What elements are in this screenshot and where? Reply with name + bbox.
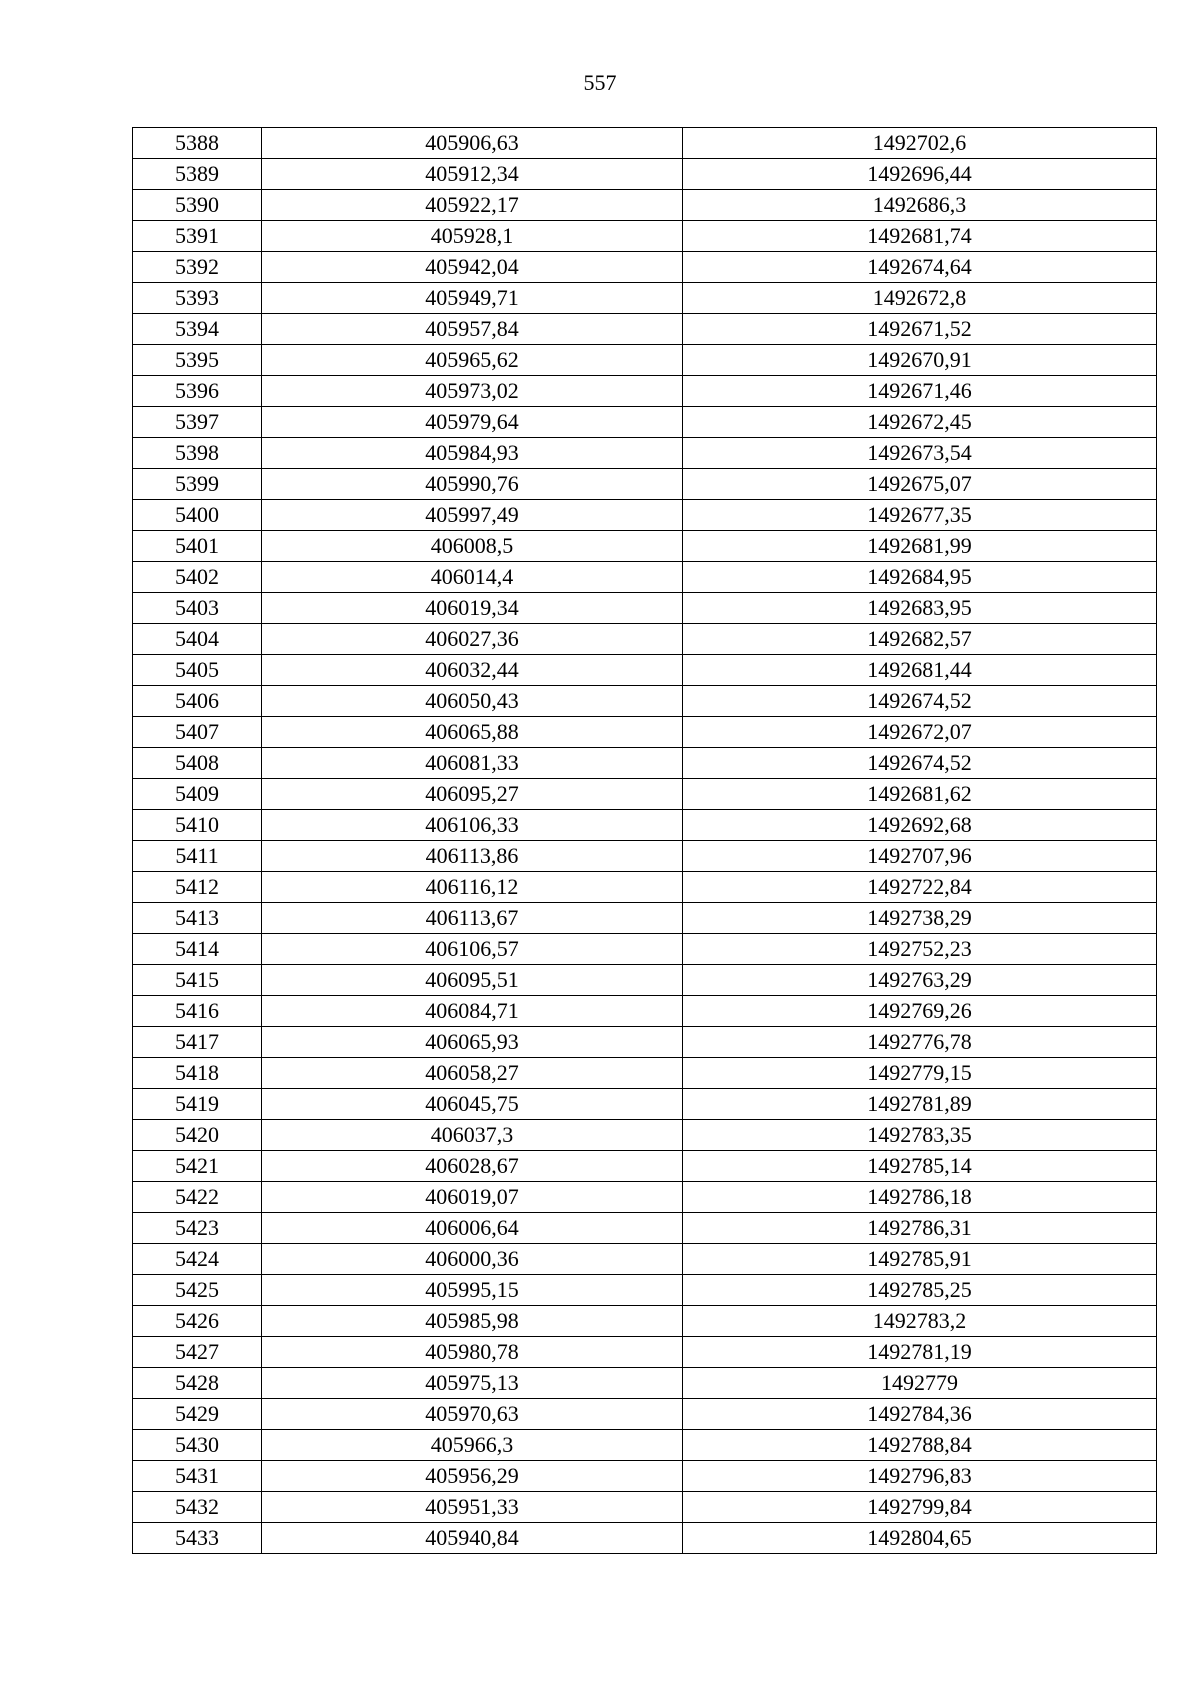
y-coordinate-cell: 1492673,54 (683, 438, 1157, 469)
point-number-cell: 5422 (133, 1182, 262, 1213)
x-coordinate-cell: 406008,5 (262, 531, 683, 562)
table-row (133, 469, 1157, 500)
table-row (133, 1337, 1157, 1368)
x-coordinate-cell: 406032,44 (262, 655, 683, 686)
y-coordinate-cell: 1492785,14 (683, 1151, 1157, 1182)
y-coordinate-cell: 1492682,57 (683, 624, 1157, 655)
table-row (133, 190, 1157, 221)
point-number-cell: 5389 (133, 159, 262, 190)
table-row (133, 1027, 1157, 1058)
table-row (133, 252, 1157, 283)
table-row (133, 810, 1157, 841)
x-coordinate-cell: 406106,57 (262, 934, 683, 965)
y-coordinate-cell: 1492681,44 (683, 655, 1157, 686)
y-coordinate-cell: 1492692,68 (683, 810, 1157, 841)
table-row (133, 593, 1157, 624)
x-coordinate-cell: 405966,3 (262, 1430, 683, 1461)
point-number-cell: 5423 (133, 1213, 262, 1244)
y-coordinate-cell: 1492671,52 (683, 314, 1157, 345)
point-number-cell: 5414 (133, 934, 262, 965)
table-row (133, 438, 1157, 469)
x-coordinate-cell: 405942,04 (262, 252, 683, 283)
point-number-cell: 5410 (133, 810, 262, 841)
x-coordinate-cell: 405997,49 (262, 500, 683, 531)
table-row (133, 1492, 1157, 1523)
x-coordinate-cell: 405985,98 (262, 1306, 683, 1337)
point-number-cell: 5391 (133, 221, 262, 252)
x-coordinate-cell: 406006,64 (262, 1213, 683, 1244)
x-coordinate-cell: 406028,67 (262, 1151, 683, 1182)
y-coordinate-cell: 1492783,2 (683, 1306, 1157, 1337)
point-number-cell: 5421 (133, 1151, 262, 1182)
x-coordinate-cell: 405912,34 (262, 159, 683, 190)
y-coordinate-cell: 1492672,07 (683, 717, 1157, 748)
table-row (133, 655, 1157, 686)
point-number-cell: 5398 (133, 438, 262, 469)
x-coordinate-cell: 406095,27 (262, 779, 683, 810)
point-number-cell: 5419 (133, 1089, 262, 1120)
point-number-cell: 5407 (133, 717, 262, 748)
point-number-cell: 5430 (133, 1430, 262, 1461)
table-row (133, 624, 1157, 655)
table-row (133, 562, 1157, 593)
x-coordinate-cell: 405973,02 (262, 376, 683, 407)
y-coordinate-cell: 1492722,84 (683, 872, 1157, 903)
table-row (133, 965, 1157, 996)
y-coordinate-cell: 1492681,74 (683, 221, 1157, 252)
point-number-cell: 5427 (133, 1337, 262, 1368)
table-row (133, 407, 1157, 438)
x-coordinate-cell: 405957,84 (262, 314, 683, 345)
point-number-cell: 5420 (133, 1120, 262, 1151)
table-row (133, 128, 1157, 159)
table-row (133, 345, 1157, 376)
y-coordinate-cell: 1492788,84 (683, 1430, 1157, 1461)
point-number-cell: 5394 (133, 314, 262, 345)
x-coordinate-cell: 406037,3 (262, 1120, 683, 1151)
table-row (133, 686, 1157, 717)
y-coordinate-cell: 1492696,44 (683, 159, 1157, 190)
x-coordinate-cell: 405951,33 (262, 1492, 683, 1523)
table-row (133, 500, 1157, 531)
x-coordinate-cell: 405984,93 (262, 438, 683, 469)
y-coordinate-cell: 1492784,36 (683, 1399, 1157, 1430)
table-row (133, 221, 1157, 252)
y-coordinate-cell: 1492785,25 (683, 1275, 1157, 1306)
y-coordinate-cell: 1492670,91 (683, 345, 1157, 376)
table-row (133, 872, 1157, 903)
x-coordinate-cell: 405956,29 (262, 1461, 683, 1492)
table-row (133, 314, 1157, 345)
x-coordinate-cell: 406081,33 (262, 748, 683, 779)
x-coordinate-cell: 406065,93 (262, 1027, 683, 1058)
y-coordinate-cell: 1492781,89 (683, 1089, 1157, 1120)
point-number-cell: 5406 (133, 686, 262, 717)
x-coordinate-cell: 406058,27 (262, 1058, 683, 1089)
point-number-cell: 5408 (133, 748, 262, 779)
point-number-cell: 5388 (133, 128, 262, 159)
y-coordinate-cell: 1492672,45 (683, 407, 1157, 438)
point-number-cell: 5400 (133, 500, 262, 531)
table-row (133, 1182, 1157, 1213)
y-coordinate-cell: 1492785,91 (683, 1244, 1157, 1275)
table-row (133, 1213, 1157, 1244)
point-number-cell: 5431 (133, 1461, 262, 1492)
y-coordinate-cell: 1492707,96 (683, 841, 1157, 872)
table-row (133, 1523, 1157, 1554)
point-number-cell: 5418 (133, 1058, 262, 1089)
x-coordinate-cell: 406019,34 (262, 593, 683, 624)
y-coordinate-cell: 1492779,15 (683, 1058, 1157, 1089)
point-number-cell: 5426 (133, 1306, 262, 1337)
x-coordinate-cell: 406065,88 (262, 717, 683, 748)
y-coordinate-cell: 1492674,52 (683, 686, 1157, 717)
x-coordinate-cell: 406095,51 (262, 965, 683, 996)
point-number-cell: 5412 (133, 872, 262, 903)
table-row (133, 531, 1157, 562)
x-coordinate-cell: 405922,17 (262, 190, 683, 221)
point-number-cell: 5411 (133, 841, 262, 872)
y-coordinate-cell: 1492781,19 (683, 1337, 1157, 1368)
table-row (133, 1089, 1157, 1120)
x-coordinate-cell: 405940,84 (262, 1523, 683, 1554)
table-row (133, 1058, 1157, 1089)
point-number-cell: 5429 (133, 1399, 262, 1430)
x-coordinate-cell: 406113,67 (262, 903, 683, 934)
y-coordinate-cell: 1492783,35 (683, 1120, 1157, 1151)
table-row (133, 1120, 1157, 1151)
y-coordinate-cell: 1492804,65 (683, 1523, 1157, 1554)
table-row (133, 996, 1157, 1027)
table-row (133, 903, 1157, 934)
x-coordinate-cell: 406050,43 (262, 686, 683, 717)
y-coordinate-cell: 1492763,29 (683, 965, 1157, 996)
point-number-cell: 5416 (133, 996, 262, 1027)
x-coordinate-cell: 405975,13 (262, 1368, 683, 1399)
y-coordinate-cell: 1492786,18 (683, 1182, 1157, 1213)
y-coordinate-cell: 1492671,46 (683, 376, 1157, 407)
y-coordinate-cell: 1492674,64 (683, 252, 1157, 283)
y-coordinate-cell: 1492675,07 (683, 469, 1157, 500)
table-row (133, 1275, 1157, 1306)
table-row (133, 1430, 1157, 1461)
table-row (133, 779, 1157, 810)
table-row (133, 1151, 1157, 1182)
x-coordinate-cell: 405990,76 (262, 469, 683, 500)
point-number-cell: 5393 (133, 283, 262, 314)
y-coordinate-cell: 1492702,6 (683, 128, 1157, 159)
table-row (133, 934, 1157, 965)
table-row (133, 1306, 1157, 1337)
point-number-cell: 5403 (133, 593, 262, 624)
point-number-cell: 5433 (133, 1523, 262, 1554)
y-coordinate-cell: 1492752,23 (683, 934, 1157, 965)
point-number-cell: 5404 (133, 624, 262, 655)
x-coordinate-cell: 406019,07 (262, 1182, 683, 1213)
table-row (133, 717, 1157, 748)
x-coordinate-cell: 406084,71 (262, 996, 683, 1027)
point-number-cell: 5402 (133, 562, 262, 593)
point-number-cell: 5396 (133, 376, 262, 407)
table-row (133, 1461, 1157, 1492)
x-coordinate-cell: 406000,36 (262, 1244, 683, 1275)
y-coordinate-cell: 1492799,84 (683, 1492, 1157, 1523)
y-coordinate-cell: 1492672,8 (683, 283, 1157, 314)
table-row (133, 1368, 1157, 1399)
page-number: 557 (583, 70, 617, 95)
y-coordinate-cell: 1492796,83 (683, 1461, 1157, 1492)
x-coordinate-cell: 406027,36 (262, 624, 683, 655)
y-coordinate-cell: 1492769,26 (683, 996, 1157, 1027)
y-coordinate-cell: 1492779 (683, 1368, 1157, 1399)
point-number-cell: 5432 (133, 1492, 262, 1523)
x-coordinate-cell: 405970,63 (262, 1399, 683, 1430)
y-coordinate-cell: 1492683,95 (683, 593, 1157, 624)
table-row (133, 841, 1157, 872)
x-coordinate-cell: 405949,71 (262, 283, 683, 314)
point-number-cell: 5390 (133, 190, 262, 221)
y-coordinate-cell: 1492674,52 (683, 748, 1157, 779)
point-number-cell: 5425 (133, 1275, 262, 1306)
point-number-cell: 5401 (133, 531, 262, 562)
x-coordinate-cell: 406113,86 (262, 841, 683, 872)
x-coordinate-cell: 405980,78 (262, 1337, 683, 1368)
point-number-cell: 5392 (133, 252, 262, 283)
x-coordinate-cell: 406014,4 (262, 562, 683, 593)
coordinates-table (132, 127, 1157, 1554)
y-coordinate-cell: 1492681,62 (683, 779, 1157, 810)
x-coordinate-cell: 405906,63 (262, 128, 683, 159)
y-coordinate-cell: 1492677,35 (683, 500, 1157, 531)
x-coordinate-cell: 405965,62 (262, 345, 683, 376)
coordinates-table-body (133, 128, 1157, 1554)
point-number-cell: 5395 (133, 345, 262, 376)
point-number-cell: 5415 (133, 965, 262, 996)
point-number-cell: 5399 (133, 469, 262, 500)
table-row (133, 1399, 1157, 1430)
point-number-cell: 5417 (133, 1027, 262, 1058)
y-coordinate-cell: 1492786,31 (683, 1213, 1157, 1244)
point-number-cell: 5428 (133, 1368, 262, 1399)
x-coordinate-cell: 405979,64 (262, 407, 683, 438)
x-coordinate-cell: 405928,1 (262, 221, 683, 252)
table-row (133, 748, 1157, 779)
table-row (133, 159, 1157, 190)
x-coordinate-cell: 405995,15 (262, 1275, 683, 1306)
x-coordinate-cell: 406045,75 (262, 1089, 683, 1120)
point-number-cell: 5424 (133, 1244, 262, 1275)
y-coordinate-cell: 1492684,95 (683, 562, 1157, 593)
point-number-cell: 5413 (133, 903, 262, 934)
x-coordinate-cell: 406116,12 (262, 872, 683, 903)
y-coordinate-cell: 1492681,99 (683, 531, 1157, 562)
y-coordinate-cell: 1492738,29 (683, 903, 1157, 934)
table-row (133, 1244, 1157, 1275)
point-number-cell: 5397 (133, 407, 262, 438)
y-coordinate-cell: 1492686,3 (683, 190, 1157, 221)
x-coordinate-cell: 406106,33 (262, 810, 683, 841)
table-row (133, 376, 1157, 407)
point-number-cell: 5405 (133, 655, 262, 686)
point-number-cell: 5409 (133, 779, 262, 810)
table-row (133, 283, 1157, 314)
y-coordinate-cell: 1492776,78 (683, 1027, 1157, 1058)
